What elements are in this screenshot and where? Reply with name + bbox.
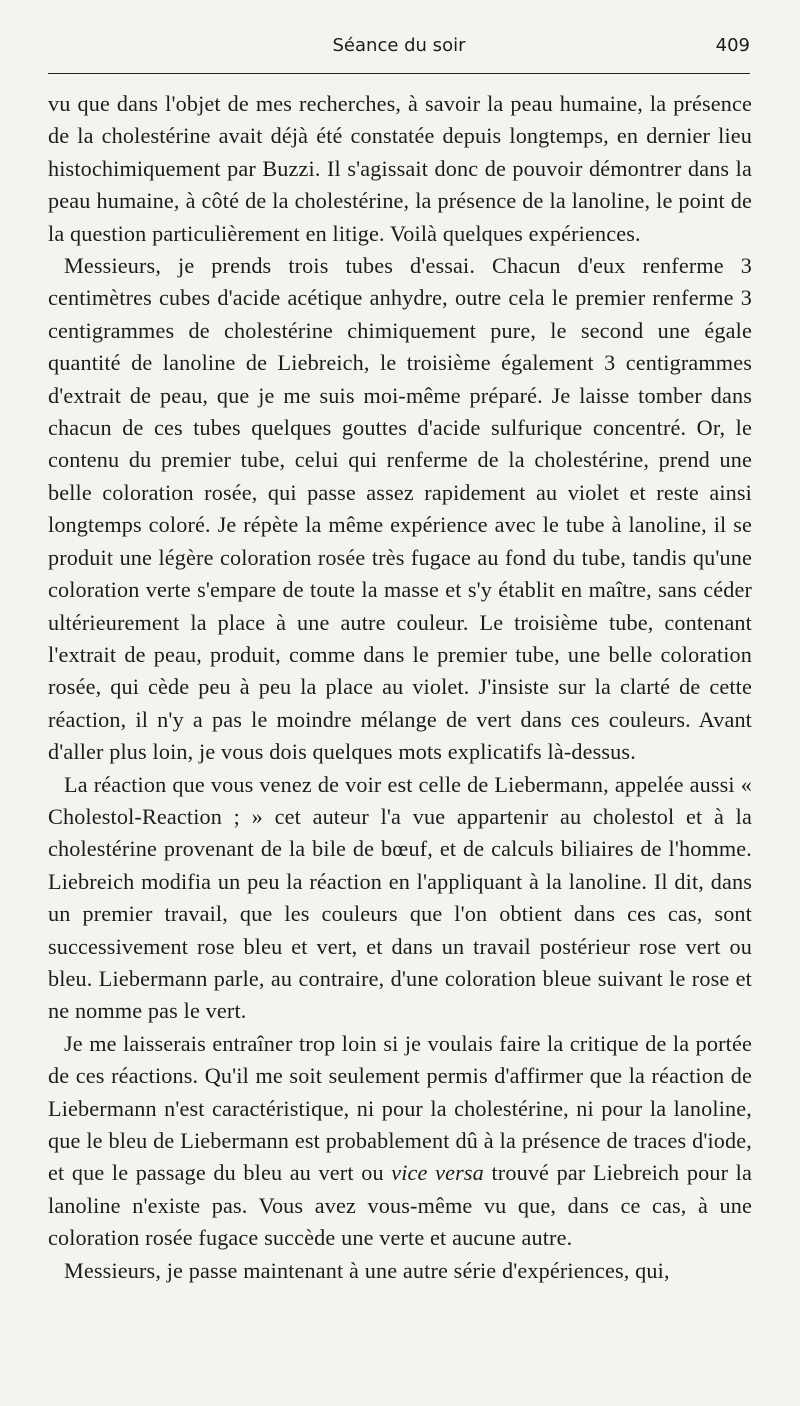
running-title: Séance du soir: [332, 35, 466, 56]
paragraph: Messieurs, je passe maintenant à une autre série d'expériences, qui,: [64, 1257, 670, 1283]
paragraph-with-italic: [48, 1028, 752, 1255]
body-text: [48, 88, 752, 1287]
page-number: 409: [715, 35, 750, 56]
italic-phrase: vice versa: [391, 1160, 484, 1186]
paragraph: Messieurs, je prends trois tubes d'essai. Chacun d'eux renferme 3 centimètres cubes d'acide acétique anhydre, outre cela le premier renferme 3 centigrammes de cholestérine chimiquement pure, le second une égale quantité de lanoline de Liebreich, le troisième également 3 centigrammes d'extrait de peau, que je me suis moi-même préparé. Je laisse tomber dans chacun de ces tubes quelques gouttes d'acide sulfurique concentré. Or, le contenu du premier tube, celui qui renferme de la cholestérine, prend une belle coloration rosée, qui passe assez rapidement au violet et reste ainsi longtemps coloré. Je répète la même expérience avec le tube à lanoline, il se produit une légère coloration rosée très fugace au fond du tube, tandis qu'une coloration verte s'empare de toute la masse et s'y établit en maître, sans céder ultérieurement la place à une autre couleur. Le troisième tube, contenant l'extrait de peau, produit, comme dans le premier tube, une belle coloration rosée, qui cède peu à peu la place au violet. J'insiste sur la clarté de cette réaction, il n'y a pas le moindre mélange de vert dans ces couleurs. Avant d'aller plus loin, je vous dois quelques mots explicatifs là-dessus.: [48, 253, 752, 765]
header-rule: [48, 73, 750, 74]
paragraph-text: Je me laisserais entraîner trop loin si je voulais faire la critique de la portée de ces réactions. Qu'il me soit seulement permis d'affirmer que la réaction de Liebermann n'est caractéristique, ni pour la cholestérine, ni pour la lanoline, que le bleu de Liebermann est probablement dû à la présence de traces d'iode, et que le passage du bleu au vert ou: [48, 1030, 752, 1186]
paragraph: vu que dans l'objet de mes recherches, à savoir la peau humaine, la présence de la cholestérine avait déjà été constatée depuis longtemps, en dernier lieu histochimiquement par Buzzi. Il s'agissait donc de pouvoir démontrer dans la peau humaine, à côté de la cholestérine, la présence de la lanoline, le point de la question particulièrement en litige. Voilà quelques expériences.: [48, 91, 752, 246]
paragraph-text: trouvé par Liebreich pour la lanoline n'existe pas. Vous avez vous-même vu que, dans ce cas, à une coloration rosée fugace succède une verte et aucune autre.: [48, 1160, 752, 1251]
paragraph: La réaction que vous venez de voir est celle de Liebermann, appelée aussi « Cholestol-Reaction ; » cet auteur l'a vue appartenir au cholestol et à la cholestérine provenant de la bile de bœuf, et de calculs biliaires de l'homme. Liebreich modifia un peu la réaction en l'appliquant à la lanoline. Il dit, dans un premier travail, que les couleurs que l'on obtient dans ces cas, sont successivement rose bleu et vert, et dans un travail postérieur rose vert ou bleu. Liebermann parle, au contraire, d'une coloration bleue suivant le rose et ne nomme pas le vert.: [48, 771, 752, 1024]
page-header: [48, 32, 750, 62]
